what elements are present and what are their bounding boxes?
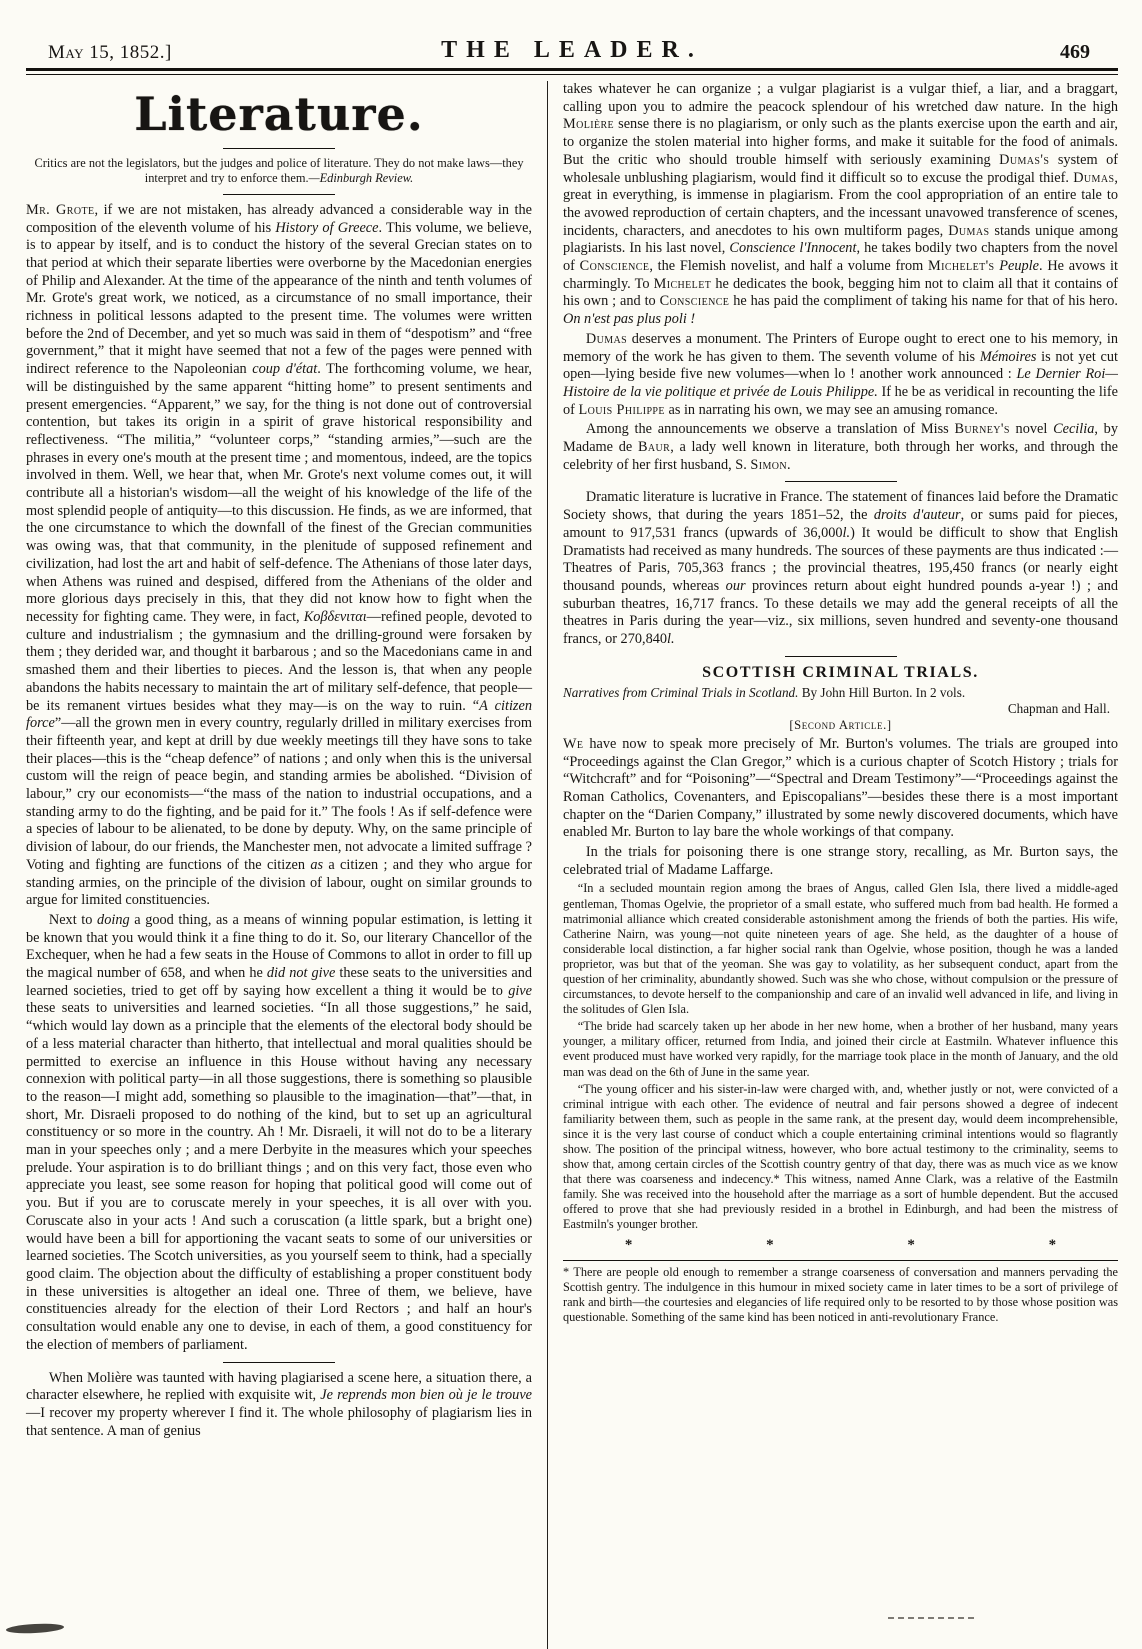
page-header: [26, 30, 1118, 64]
burton-volumes-paragraph: We have now to speak more precisely of Mr. Burton's volumes. The trials are grouped into “Proceedings against the Clan Gregor,” which is a curious chapter of Scotch History ; trials for “Witchcraft” and for “Poisoning”—“Spectral and Dream Testimony”—“Proceedings against the Roman Catholics, Covenanters, and Episcopalians”—besides these there is a most important chapter on the “Darien Company,” illustrated by some newly discovered documents, which have enabled Mr. Burton to lay bare the whole workings of that company.: [563, 735, 1118, 841]
poisoning-trials-paragraph: In the trials for poisoning there is one strange story, recalling, as Mr. Burton says, the celebrated trial of Madame Laffarge.: [563, 844, 1118, 878]
literature-masthead: Literature.: [134, 87, 424, 141]
citation-title: Narratives from Criminal Trials in Scotland.: [563, 684, 799, 700]
separator-rule: [223, 194, 335, 195]
issue-date: May 15, 1852.]: [48, 42, 172, 63]
extract-paragraph-3: “The young officer and his sister-in-law were charged with, and, whether justly or not, were convicted of a criminal intrigue with each other. The evidence of neutral and fair persons showed a degree of indecent familiarity between them, such as people in the same rank, at the present day, would deem incomprehensible, since it is the very last course of conduct which a couple entertaining criminal intentions would so flagrantly show. The position of the principal witness, however, who bore actual testimony to the criminality, seems to show that, among certain circles of the Scottish country gentry of that day, there was as much vice as we know that there was coarseness and indecency.* This witness, named Anne Clark, was a relative of the Eastmiln family. She was received into the household after the marriage as a sort of humble dependent. But the accused offered to prove that she had previously resided in a brothel in Edinburgh, and had been the mistress of Eastmiln's younger brother.: [563, 1081, 1118, 1232]
citation-author: By John Hill Burton. In 2 vols.: [798, 684, 966, 700]
extract-paragraph-1: “In a secluded mountain region among the braes of Angus, called Glen Isla, there lived a middle-aged gentleman, Thomas Ogelvie, the proprietor of a small estate, who suffered much from bad health. He formed a matrimonial alliance which created considerable astonishment among the friends of both the parties. His wife, Catherine Nairn, was young—not quite nineteen years of age. She held, as the daughter of a house of considerable local distinction, a far higher social rank than Ogelvie, whose position, though he was a landed proprietor, was but that of the yeoman. She was gay to volatility, as her subsequent conduct, apart from the question of her criminality, abundantly showed. Such was she who chose, without compulsion or the pressure of circumstances, to devote herself to the companionship and care of an invalid well advanced in life, and living in the solitudes of Glen Isla.: [563, 881, 1118, 1017]
separator-rule: [223, 148, 335, 149]
paper-title: THE LEADER.: [441, 37, 703, 63]
separator-rule: [785, 481, 897, 482]
exchequer-paragraph: Next to doing a good thing, as a means of winning popular estimation, is letting it be known that you would think it a fine thing to do it. So, our literary Chancellor of the Exchequer, when he had a few seats in the House of Commons to allot in order to fill up the magical number of 658, and when he did not give these seats to the universities and learned societies, tried to get off by saying how excellent a thing it would be to give these seats to universities and learned societies. “In all those suggestions,” he said, “which would lay down as a principle that the elements of the electoral body should be of a less material character than hitherto, that intellectual and moral qualities should be permitted to exercise an influence in this House without having any necessary connexion with political party—in all those suggestions, there is something so plausible to the reason—I might add, something so plausible to the imagination—that”—that, in short, Mr. Disraeli proposed to do nothing of the kind, but to set up an agricultural constituency or so more in the country. Ah ! Mr. Disraeli, it will not do to be a literary man in your speeches only ; and a mere Derbyite in the measures which your speeches prelude. Your aspiration is to do brilliant things ; and on this very fact, those even who appreciate you least, see some reason for hoping that political good will come out of you. But if you are to coruscate merely in your speeches, it is all over with you. Coruscate also in your acts ! And such a coruscation (a little spark, but a bright one) would have been a bill for apportioning the vacant seats to some of our universities or learned societies. The Scotch universities, as you yourself seem to think, had a specially good claim. The objection about the difficulty of establishing a proper constituent body in these universities is altogether an ideal one. Three of them, we believe, have constituencies already for the election of their Lord Rectors ; and half an hour's consultation would enable any one to devise, in each of them, a good constituency for the election of members of parliament.: [26, 911, 532, 1353]
scottish-trials-heading: SCOTTISH CRIMINAL TRIALS.: [702, 663, 979, 681]
burney-paragraph: Among the announcements we observe a translation of Miss Burney's novel Cecilia, by Madame de Baur, a lady well known in literature, both through her works, and through the celebrity of her first husband, S. Simon.: [563, 421, 1118, 473]
book-citation: [563, 685, 1118, 717]
dramatic-literature-paragraph: Dramatic literature is lucrative in France. The statement of finances laid before the Dramatic Society shows, that during the years 1851–52, the droits d'auteur, or sums paid for pieces, amount to 917,531 francs (upwards of 36,000l.) It would be difficult to show that English Dramatists had received as many hundreds. The sources of these payments are thus indicated :—Theatres of Paris, 705,363 francs ; the provincial theatres, 195,450 francs (or nearly eight thousand pounds, whereas our provinces return about eight hundred pounds a-year !) ; and suburban theatres, 16,717 francs. To these details we may add the general receipts of all the theatres in Paris during the year—viz., six millions, seven hundred and seventy-one thousand francs, or 270,840l.: [563, 489, 1119, 648]
separator-rule: [785, 656, 897, 657]
moliere-paragraph: When Molière was taunted with having plagiarised a scene here, a situation there, a character elsewhere, he replied with exquisite wit, Je reprends mon bien où je le trouve—I recover my property wherever I find it. The whole philosophy of plagiarism lies in that sentence. A man of genius: [26, 1369, 533, 1439]
dumas-monument-paragraph: Dumas deserves a monument. The Printers of Europe ought to erect one to his memory, in memory of the work he has given to them. The seventh volume of his Mémoires is not yet cut open—lying beside five new volumes—when lo ! another work announced : Le Dernier Roi—Histoire de la vie politique et privée de Louis Philippe. If he be as veridical in recounting the life of Louis Philippe as in narrating his own, we may see an amusing romance.: [563, 330, 1119, 418]
citation-publisher: Chapman and Hall.: [1007, 700, 1110, 716]
asterisk-separator: * * * *: [624, 1236, 1057, 1253]
left-column: [26, 81, 547, 1649]
right-column: [547, 81, 1118, 1649]
columns: [26, 81, 1118, 1649]
footnote: * There are people old enough to remember a strange coarseness of conversation and manners pervading the Scottish gentry. The indulgence in this humour in mixed society came in later times to be a sort of privilege of rank and birth—the courtesies and elegancies of life required only to be resorted to by those whose position was questionable. Something of the same kind has been noticed in anti-revolutionary France.: [563, 1264, 1118, 1324]
epigraph-text: Critics are not the legislators, but the judges and police of literature. They do not make laws—they interpret and try to enforce them.: [34, 156, 524, 186]
header-rule: [26, 68, 1118, 75]
footnote-rule: [563, 1260, 1118, 1261]
page-number: 469: [1060, 41, 1090, 63]
epigraph: [26, 156, 532, 187]
plagiarist-paragraph: takes whatever he can organize ; a vulgar plagiarist is a vulgar thief, a liar, and a braggart, calling upon you to admire the peacock splendour of his wretched daw nature. In the high Molière sense there is no plagiarism, or only such as the plants exercise upon the earth and air, to organize the stolen material into higher forms, and make it suitable for the food of animals. But the critic who should trouble himself with seriously examining Dumas's system of wholesale unblushing plagiarism, would find it difficult so to excuse the prodigal thief. Dumas, great in everything, is immense in plagiarism. From the cool appropriation of an entire tale to the avowed reproduction of certain chapters, and the incessant unavowed transference of scenes, incidents, characters, and anecdotes to his own multiform pages, Dumas stands unique among plagiarists. In his last novel, Conscience l'Innocent, he takes bodily two chapters from the novel of Conscience, the Flemish novelist, and half a volume from Michelet's Peuple. He avows it charmingly. To Michelet he dedicates the book, begging him not to claim all that it contains of his own ; and to Conscience he has paid the compliment of taking his name for that of his hero. On n'est pas plus poli !: [563, 81, 1118, 328]
separator-rule: [223, 1362, 335, 1363]
extract-paragraph-2: “The bride had scarcely taken up her abode in her new home, when a brother of her husband, many years younger, a military officer, returned from India, and joined their circle at Eastmiln. Whatever influence this event produced must have worked very rapidly, for the marriage took place in the month of January, and the old man was dead on the 6th of June in the same year.: [563, 1019, 1118, 1079]
ink-marks: [888, 1617, 974, 1619]
grote-paragraph: Mr. Grote, if we are not mistaken, has already advanced a considerable way in the composition of the eleventh volume of his History of Greece. This volume, we believe, is to appear by itself, and is to conduct the history of the several Grecian states on to that period at which their separate liberties were overborne by the Macedonian energies of Philip and Alexander. At the time of the appearance of the ninth and tenth volumes of Mr. Grote's great work, we noticed, as a circumstance of no small importance, their richness in political lessons adapted to the present time. The volumes were written before the 2nd of December, and yet so much was said in them of “despotism” and “free government,” that it might have seemed that not a few of the pages were penned with indirect reference to the Napoleonian coup d'état. The forthcoming volume, we hear, will be distinguished by the same apparent “hitting home” to present sentiments and present emergencies. “Apparent,” we say, for the thing is not done out of controversial contention, but takes its origin in a spirit of grave historical responsibility and reflectiveness. “The militia,” “volunteer corps,” “standing armies,”—such are the phrases in every one's mouth at the present time ; and momentous, indeed, are the topics involved in them. Well, we hear that, when Mr. Grote's next volume comes out, it will contribute all a historian's wisdom—all the weight of his knowledge of the life of the most splendid people of antiquity—to this discussion. He finds, as we are informed, that the one circumstance to which the downfall of the finest of the Grecian communities was owing was, that that community, in the plenitude of supposed refinement and civilization, had lost the art and habit of self-defence. The Athenians of those later days, when Athens was ruined and despised, differed from the Athenians of the older and more glorious days precisely in this, that they did not know how to fight when the necessity for fighting came. They were, in fact, Κoβδενιται—refined people, devoted to culture and industrialism ; the gymnasium and the drilling-ground were forsaken by them ; they derided war, and thought it barbarous ; and so the Macedonians came in and smashed them and their liberties to pieces. And the lesson is, that when any people abandons the habits necessary to maintain the art of military self-defence, that people—be its remanent virtues besides what they may—is on the way to ruin. “A citizen force”—all the grown men in every country, regularly drilled in military exercises from their fifteenth year, and kept at drill by due weekly meetings till they have sons to take their places—this is the “cheap defence” of nations ; and only when this is the universal custom will the reign of peace begin, and standing armies be abolished. “Division of labour,” cry our economists—“the mass of the nation to industrial occupations, and a standing army to do the fighting, and be paid for it.” The fools ! As if self-defence were a species of labour to be alienated, to be done by deputy. Why, on the same principle of division of labour, do our friends, the Manchester men, not advocate a limited suffrage ? Voting and fighting are functions of the citizen as a citizen ; and they who argue for standing armies, on the principle of the division of labour, ought on similar grounds to argue for limited constituencies.: [26, 201, 532, 909]
second-article-label: [Second Article.]: [789, 717, 892, 732]
epigraph-attribution: —Edinburgh Review.: [308, 171, 414, 186]
